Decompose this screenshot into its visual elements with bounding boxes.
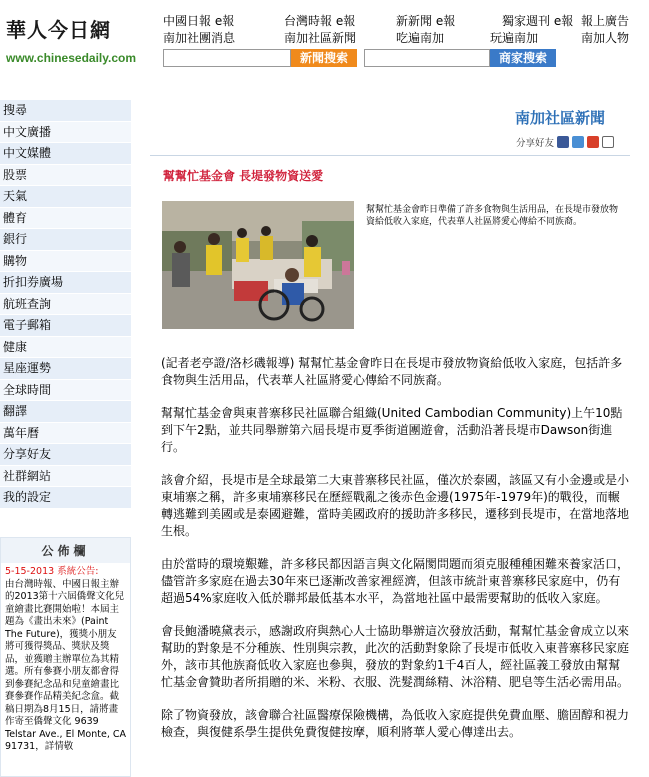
- photo-caption: 幫幫忙基金會昨日準備了許多食物與生活用品，在長堤市發放物資給低收入家庭，代表華人社區將愛心傳給不同族裔。: [366, 205, 619, 227]
- sidebar-item-health[interactable]: 健康: [0, 337, 131, 359]
- sidebar-item-world-time[interactable]: 全球時間: [0, 380, 131, 402]
- sidebar-item-translate[interactable]: 翻譯: [0, 401, 131, 423]
- top-nav: [163, 12, 649, 46]
- sidebar-item-settings[interactable]: 我的設定: [0, 487, 131, 509]
- nav-socal-community-news[interactable]: 南加社區新聞: [284, 31, 357, 45]
- business-search-input[interactable]: [364, 49, 490, 67]
- sidebar-item-flights[interactable]: 航班查詢: [0, 294, 131, 316]
- announcement-date: 5-15-2013: [5, 566, 55, 577]
- announcement-title: 公佈欄: [1, 538, 130, 563]
- nav-newspaper-ads[interactable]: 報上廣告: [581, 14, 630, 28]
- logo-url[interactable]: www.chinesedaily.com: [6, 51, 137, 65]
- nav-new-news-epaper[interactable]: 新新聞 e報: [396, 14, 456, 28]
- business-search: [364, 49, 556, 67]
- sidebar-item-search[interactable]: 搜尋: [0, 100, 131, 122]
- sidebar: [0, 100, 131, 509]
- sidebar-item-stocks[interactable]: 股票: [0, 165, 131, 187]
- sidebar-item-email[interactable]: 電子郵箱: [0, 315, 131, 337]
- nav-socal-people[interactable]: 南加人物: [581, 31, 630, 45]
- announcement-text: 由台灣時報、中國日報主辦的2013第十六屆僑聲文化兒童繪畫比賽開始啦！本屆主題為《畫出未來》(Paint The Future)，獲獎小朋友將可獲得獎品、獎狀及獎品，並獲贈主辦單位為其精選。所有參賽小朋友都會得到參賽紀念品和兒童繪畫比賽參賽作品精美紀念盒。截稿日期為8月15日，請將畫作寄至僑聲文化 9639 Telstar Ave., El Monte, CA 91731，詳情敬: [5, 578, 126, 752]
- plurk-icon[interactable]: [572, 136, 584, 148]
- section-divider: [150, 155, 630, 156]
- sidebar-item-calendar[interactable]: 萬年曆: [0, 423, 131, 445]
- sidebar-item-shopping[interactable]: 購物: [0, 251, 131, 273]
- share-label: 分享好友: [516, 138, 555, 149]
- article-photo-graphic: [162, 201, 354, 329]
- share-bar: [516, 135, 614, 149]
- article-paragraph: (記者老亭證/洛杉磯報導) 幫幫忙基金會昨日在長堤市發放物資給低收入家庭，包括許多食物與生活用品，代表華人社區將愛心傳給不同族裔。: [161, 356, 623, 387]
- sidebar-item-share-friends[interactable]: 分享好友: [0, 444, 131, 466]
- article-title: 幫幫忙基金會 長堤發物資送愛: [163, 169, 324, 183]
- top-nav-row-2: [163, 29, 649, 46]
- sidebar-item-horoscope[interactable]: 星座運勢: [0, 358, 131, 380]
- section-title[interactable]: 南加社區新聞: [515, 109, 606, 127]
- google-icon[interactable]: [587, 136, 599, 148]
- announcement-body: [1, 563, 130, 757]
- article-paragraph: 會長鮑潘曉黛表示，感謝政府與熱心人士協助舉辦這次發放活動，幫幫忙基金會成立以來幫助的對象是不分種族、性別與宗教，此次的活動對象除了長堤市低收入東普寨移民家庭外，該市其他族裔低收入家庭也參與，發放的對象約1千4百人，經社區義工發放由幫幫忙基金會贊助者所捐贈的米、米粉、衣服、洗髮潤絲精、沐浴精、肥皂等生活必需用品。: [161, 624, 630, 689]
- nav-exclusive-weekly-epaper[interactable]: 獨家週刊 e報: [502, 14, 574, 28]
- announcement-label: 系統公告:: [57, 566, 99, 577]
- sidebar-item-coupons[interactable]: 折扣券廣場: [0, 272, 131, 294]
- sidebar-item-social[interactable]: 社群網站: [0, 466, 131, 488]
- nav-taiwan-times-epaper[interactable]: 台灣時報 e報: [284, 14, 356, 28]
- email-icon[interactable]: [602, 136, 614, 148]
- sidebar-item-banks[interactable]: 銀行: [0, 229, 131, 251]
- article-paragraph: 除了物資發放，該會聯合社區醫療保險機構，為低收入家庭提供免費血壓、膽固醇和視力檢查，與復健系學生提供免費復健按摩，順利將華人愛心傳達出去。: [161, 708, 630, 739]
- news-search-button[interactable]: 新聞搜索: [291, 49, 357, 67]
- business-search-button[interactable]: 商家搜索: [490, 49, 556, 67]
- article-paragraph: 由於當時的環境艱難，許多移民都因語言與文化隔閡問題而須克服種種困難來養家活口，儘管許多家庭在過去30年來已逐漸改善家裡經濟，但該市統計東普寨移民家庭中，仍有超過54%家庭收入低於聯邦最低基本水平，為當地社區中最需要幫助的低收入家庭。: [161, 557, 630, 605]
- sidebar-item-chinese-radio[interactable]: 中文廣播: [0, 122, 131, 144]
- nav-eat-socal[interactable]: 吃遍南加: [396, 31, 445, 45]
- nav-socal-community-groups[interactable]: 南加社團消息: [163, 31, 236, 45]
- news-search-input[interactable]: [163, 49, 291, 67]
- sidebar-item-sports[interactable]: 體育: [0, 208, 131, 230]
- sidebar-item-weather[interactable]: 天氣: [0, 186, 131, 208]
- sidebar-item-chinese-media[interactable]: 中文媒體: [0, 143, 131, 165]
- article-paragraph: 幫幫忙基金會與東普寨移民社區聯合組織(United Cambodian Community)上午10點到下午2點，並共同舉辦第六屆長堤市夏季街道團遊會，活動沿著長堤市Dawson街進行。: [161, 406, 623, 454]
- article-paragraph: 該會介紹，長堤市是全球最第二大東普寨移民社區，僅次於泰國，該區又有小金邊或是小東埔寨之稱，許多東埔寨移民在歷經戰亂之後赤色金邊(1975年-1979年)的戰役，而輾轉逃難到美國或是泰國避難，當時美國政府的援助許多移民，遷移到長堤市，在當地落地生根。: [161, 473, 630, 538]
- logo-title: 華人今日網: [6, 18, 111, 42]
- site-logo[interactable]: [6, 14, 136, 74]
- article-photo: [162, 201, 354, 329]
- nav-china-daily-epaper[interactable]: 中國日報 e報: [163, 14, 235, 28]
- article-body: [161, 355, 631, 757]
- top-nav-row-1: [163, 12, 649, 29]
- nav-play-socal[interactable]: 玩遍南加: [490, 31, 539, 45]
- facebook-icon[interactable]: [557, 136, 569, 148]
- news-search: [163, 49, 357, 67]
- announcement-board: [0, 537, 131, 777]
